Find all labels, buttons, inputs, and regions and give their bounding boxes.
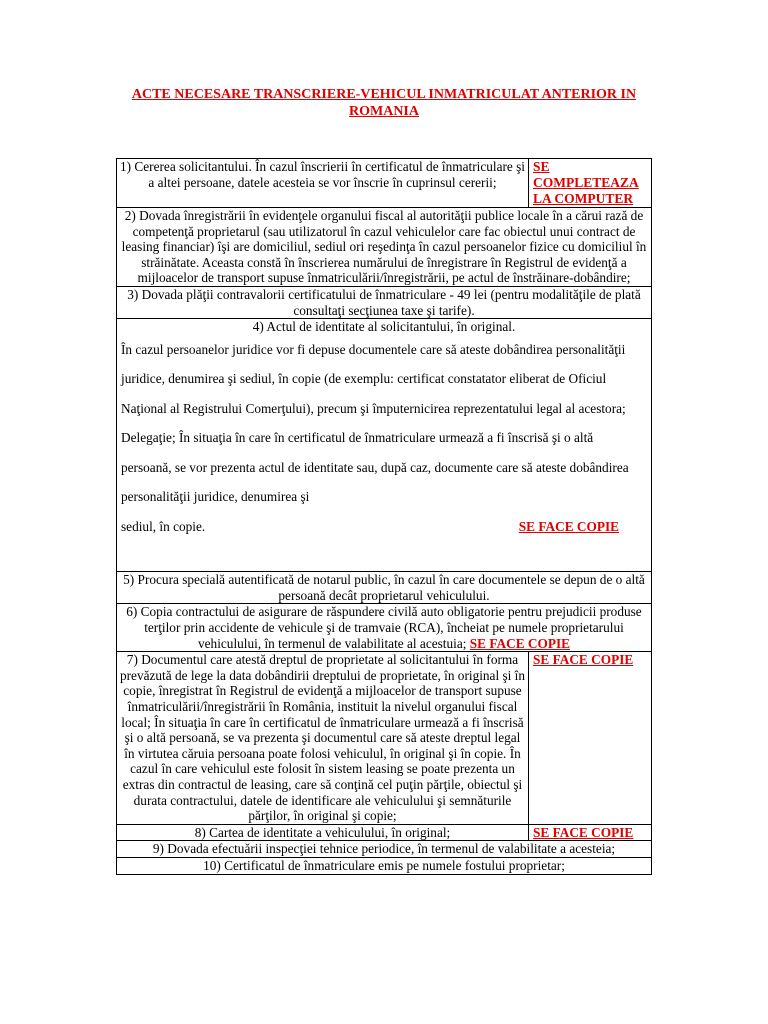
row-7-text: 7) Documentul care atestă dreptul de proprietate al solicitantului în forma prevăzută de lege la data dobândirii dreptului de proprietate, în original şi în copie, înregistrat în Registrul de evidenţă a mijloacelor de transport supuse înmatriculării/înregistrării în România, instituit la nivelul organului fiscal local; În situaţia în care în certificatul de înmatriculare urmează a fi înscrisă şi o altă persoană, se va prezenta şi documentul care să ateste dreptul legal în virtutea căruia persoana poate folosi vehiculul, în original şi în copie. În cazul în care vehiculul este folosit în sistem leasing se poate prezenta un extras din contractul de leasing, care să conţină cel puţin părţile, obiectul şi durata contractului, datele de identificare ale vehiculului şi semnăturile părţilor, în original şi copie; (117, 652, 529, 825)
table-row (117, 841, 652, 858)
row-1-text: 1) Cererea solicitantului. În cazul înscrierii în certificatul de înmatriculare şi a altei persoane, datele acesteia se vor înscrie în cuprinsul cererii; (117, 159, 529, 208)
table-row (117, 159, 652, 208)
row-5-text: 5) Procura specială autentificată de notarul public, în cazul în care documentele se depun de o altă persoană decât proprietarul vehiculului. (117, 572, 652, 604)
required-documents-table (116, 158, 652, 875)
row-4-spacer (121, 541, 647, 571)
table-row (117, 857, 652, 874)
row-4-heading: 4) Actul de identitate al solicitantului, în original. (252, 319, 516, 335)
row-4-last-line (121, 512, 647, 542)
table-row (117, 652, 652, 825)
row-8-text: 8) Cartea de identitate a vehiculului, în original; (117, 824, 529, 841)
table-row (117, 572, 652, 604)
row-2-text: 2) Dovada înregistrării în evidenţele organului fiscal al autorităţii publice locale în a cărui rază de competenţă proprietarul (sau utilizatorul în cazul vehiculelor care fac obiectul unui contract de leasing financiar) îşi are domiciliul, sediul ori reşedinţa în cazul persoanelor fizice cu domiciliul în străinătate. Aceasta constă în înscrierea numărului de înregistrare în Registrul de evidenţă a mijloacelor de transport supuse înmatriculării/înregistrării, pe actul de înstrăinare-dobândire; (117, 208, 652, 287)
table-row (117, 286, 652, 318)
row-8-note: SE FACE COPIE (529, 824, 652, 841)
table-row (117, 824, 652, 841)
row-6-note: SE FACE COPIE (469, 635, 570, 651)
row-4-note: SE FACE COPIE (518, 518, 619, 534)
row-3-text: 3) Dovada plăţii contravalorii certificatului de înmatriculare - 49 lei (pentru modalităţile de plată consultaţi secţiunea taxe şi tarife). (117, 286, 652, 318)
row-4-text: În cazul persoanelor juridice vor fi depuse documentele care să ateste dobândirea personalităţii juridice, denumirea şi sediul, în copie (de exemplu: certificat constatator eliberat de Oficiul Naţional al Registrului Comerţului), precum şi împuternicirea reprezentatului legal al acestora; Delegaţie; În situaţia în care în certificatul de înmatriculare urmează a fi înscrisă şi o altă persoană, se vor prezenta actul de identitate sau, după caz, documente care să ateste dobândirea personalităţii juridice, denumirea şi (121, 341, 629, 505)
row-6-text: 6) Copia contractului de asigurare de răspundere civilă auto obligatorie pentru prejudicii produse terţilor prin accidente de vehicule şi de tramvaie (RCA), încheiat pe numele proprietarului vehiculului, în termenul de valabilitate al acestuia; (126, 604, 642, 651)
table-row (117, 604, 652, 652)
row-9-text: 9) Dovada efectuării inspecţiei tehnice periodice, în termenul de valabilitate a acesteia; (117, 841, 652, 858)
table-row (117, 208, 652, 287)
row-6-cell (117, 604, 652, 652)
row-1-note: SE COMPLETEAZA LA COMPUTER (529, 159, 652, 208)
row-10-text: 10) Certificatul de înmatriculare emis pe numele fostului proprietar; (117, 857, 652, 874)
row-4-cell (117, 319, 652, 572)
row-7-note: SE FACE COPIE (529, 652, 652, 825)
document-title: ACTE NECESARE TRANSCRIERE-VEHICUL INMATRICULAT ANTERIOR IN ROMANIA (131, 87, 637, 119)
row-4-text-end: sediul, în copie. (121, 518, 206, 534)
table-row (117, 319, 652, 572)
